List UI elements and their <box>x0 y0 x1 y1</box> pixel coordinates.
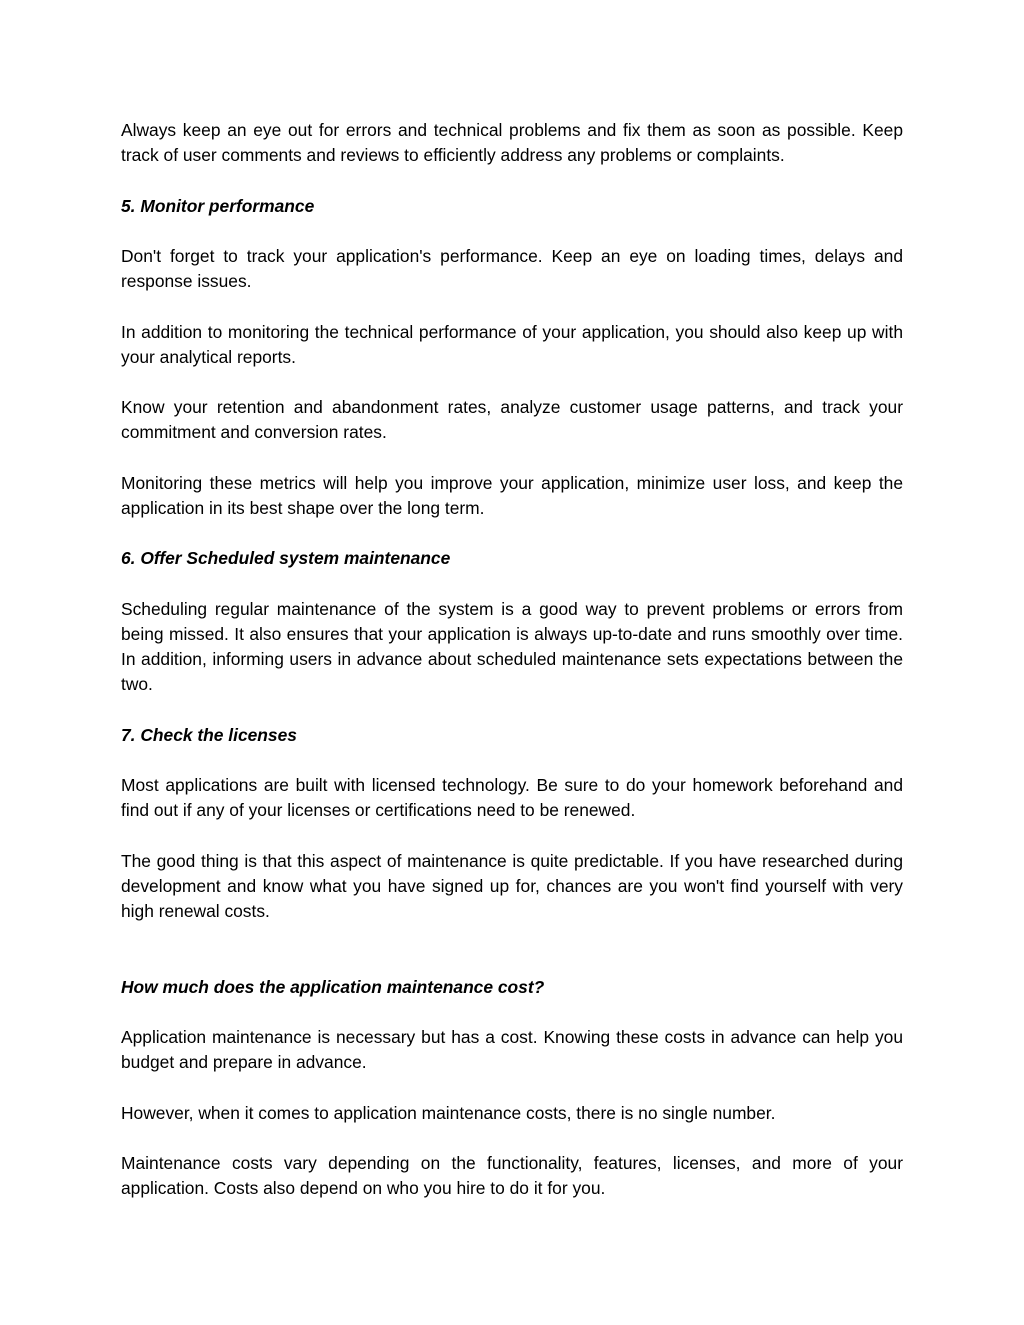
heading-check-licenses: 7. Check the licenses <box>121 724 297 745</box>
paragraph-analytical-reports: In addition to monitoring the technical performance of your application, you should also keep up with your analytical reports. <box>121 321 903 367</box>
heading-monitor-performance: 5. Monitor performance <box>121 195 315 216</box>
paragraph-cost-necessary: Application maintenance is necessary but has a cost. Knowing these costs in advance can help you budget and prepare in advance. <box>121 1027 903 1073</box>
paragraph-licensed-technology: Most applications are built with licensed technology. Be sure to do your homework beforehand and find out if any of your licenses or certifications need to be renewed. <box>121 775 903 821</box>
paragraph-errors: Always keep an eye out for errors and technical problems and fix them as soon as possible. Keep track of user comments and reviews to efficiently address any problems or complaints. <box>121 120 903 166</box>
paragraph-scheduling-maintenance: Scheduling regular maintenance of the system is a good way to prevent problems or errors from being missed. It also ensures that your application is always up-to-date and runs smoothly over time. In addition, informing users in advance about scheduled maintenance sets expectations between the two. <box>121 598 903 695</box>
document-page <box>121 118 903 1227</box>
paragraph-monitoring-metrics: Monitoring these metrics will help you improve your application, minimize user loss, and keep the application in its best shape over the long term. <box>121 472 903 518</box>
paragraph-retention-rates: Know your retention and abandonment rates, analyze customer usage patterns, and track your commitment and conversion rates. <box>121 397 903 443</box>
paragraph-costs-vary: Maintenance costs vary depending on the functionality, features, licenses, and more of your application. Costs also depend on who you hire to do it for you. <box>121 1153 903 1199</box>
paragraph-predictable-costs: The good thing is that this aspect of maintenance is quite predictable. If you have researched during development and know what you have signed up for, chances are you won't find yourself with very high renewal costs. <box>121 850 903 922</box>
blank-line <box>121 950 903 975</box>
heading-scheduled-maintenance: 6. Offer Scheduled system maintenance <box>121 548 451 569</box>
paragraph-no-single-number: However, when it comes to application maintenance costs, there is no single number. <box>121 1102 776 1123</box>
paragraph-track-performance: Don't forget to track your application's performance. Keep an eye on loading times, delays and response issues. <box>121 245 903 292</box>
heading-maintenance-cost: How much does the application maintenance cost? <box>121 976 545 997</box>
